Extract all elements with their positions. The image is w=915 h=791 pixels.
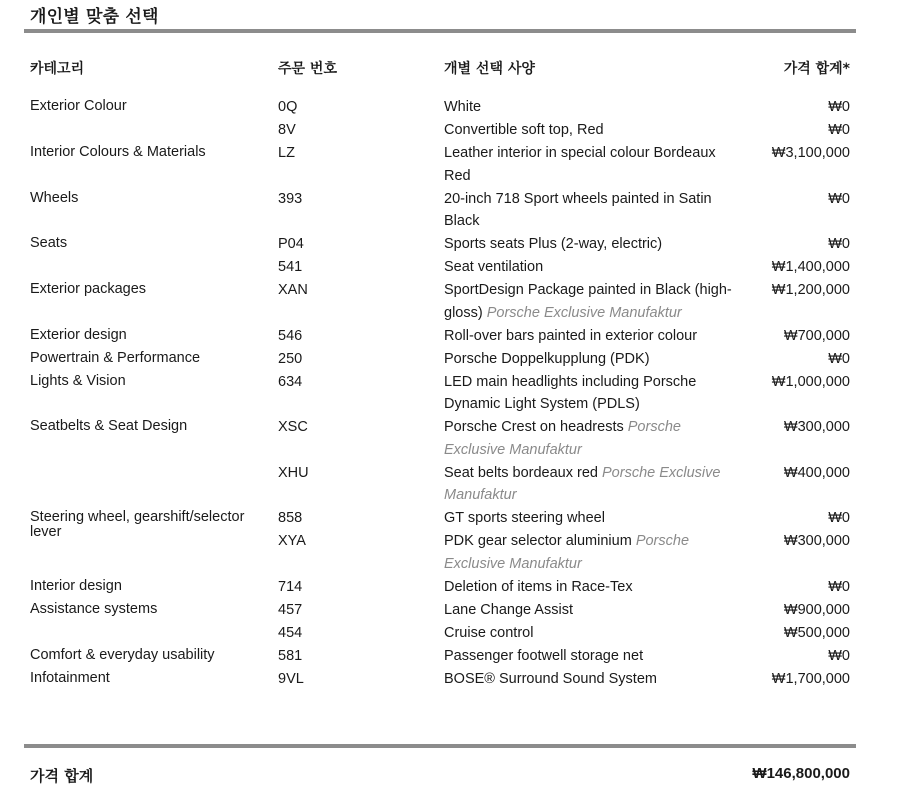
row-category: Seats bbox=[30, 235, 68, 251]
exclusive-manufaktur-note: Porsche Exclusive Manufaktur bbox=[486, 304, 682, 321]
option-text: Seat belts bordeaux red bbox=[444, 464, 598, 481]
row-code: 546 bbox=[278, 327, 303, 344]
row-code: XSC bbox=[278, 419, 308, 435]
options-table bbox=[0, 96, 915, 691]
page-title: 개인별 맞춤 선택 bbox=[30, 7, 159, 27]
row-option bbox=[444, 416, 744, 461]
option-text: Convertible soft top, Red bbox=[444, 122, 604, 138]
row-option bbox=[444, 530, 744, 575]
row-option bbox=[444, 576, 744, 599]
row-option bbox=[444, 371, 744, 416]
row-option bbox=[444, 622, 744, 645]
option-text: Seat ventilation bbox=[444, 259, 544, 275]
row-category bbox=[30, 622, 262, 625]
column-header-option: 개별 선택 사양 bbox=[444, 61, 535, 77]
table-row bbox=[0, 188, 915, 234]
row-code: XAN bbox=[278, 282, 308, 298]
row-price: ₩0 bbox=[828, 578, 850, 595]
table-row bbox=[0, 256, 915, 279]
table-row bbox=[0, 576, 915, 599]
row-option bbox=[444, 462, 744, 507]
row-category: Exterior packages bbox=[30, 281, 147, 297]
table-row bbox=[0, 96, 915, 119]
row-option bbox=[444, 233, 744, 256]
row-option bbox=[444, 599, 744, 622]
row-price: ₩3,100,000 bbox=[771, 145, 850, 161]
table-header bbox=[0, 58, 915, 78]
row-price: ₩0 bbox=[828, 510, 850, 526]
row-category: Wheels bbox=[30, 189, 79, 206]
row-price: ₩0 bbox=[828, 236, 850, 252]
row-price: ₩0 bbox=[828, 99, 850, 115]
row-code: XYA bbox=[278, 533, 306, 549]
option-text: Cruise control bbox=[444, 624, 534, 641]
table-row bbox=[0, 142, 915, 188]
row-category: Powertrain & Performance bbox=[30, 349, 201, 366]
table-row bbox=[0, 462, 915, 508]
bottom-divider bbox=[24, 744, 856, 748]
option-text: Roll-over bars painted in exterior colour bbox=[444, 327, 698, 344]
option-text: Passenger footwell storage net bbox=[444, 647, 644, 664]
option-text: PDK gear selector aluminium bbox=[444, 533, 632, 549]
row-option bbox=[444, 348, 744, 371]
row-option bbox=[444, 142, 744, 187]
row-code: 858 bbox=[278, 510, 303, 526]
row-price: ₩0 bbox=[828, 190, 850, 207]
row-option bbox=[444, 507, 744, 530]
table-row bbox=[0, 371, 915, 417]
table-row bbox=[0, 348, 915, 371]
row-price: ₩1,200,000 bbox=[771, 282, 850, 298]
row-category: Exterior design bbox=[30, 326, 127, 343]
row-code: P04 bbox=[278, 236, 304, 252]
row-code: 393 bbox=[278, 190, 303, 207]
total-value: ₩146,800,000 bbox=[752, 765, 850, 782]
option-text: Deletion of items in Race-Tex bbox=[444, 578, 633, 595]
option-text: Sports seats Plus (2-way, electric) bbox=[444, 236, 663, 252]
row-price: ₩1,000,000 bbox=[771, 373, 850, 390]
total-row bbox=[0, 765, 915, 787]
row-price: ₩1,400,000 bbox=[771, 259, 850, 275]
row-option bbox=[444, 256, 744, 279]
row-category: Interior Colours & Materials bbox=[30, 144, 206, 160]
row-code: 0Q bbox=[278, 99, 298, 115]
option-text: GT sports steering wheel bbox=[444, 510, 605, 526]
row-code: 714 bbox=[278, 578, 303, 595]
row-code: 634 bbox=[278, 373, 303, 390]
row-price: ₩0 bbox=[828, 122, 850, 138]
row-category: Steering wheel, gearshift/selector lever bbox=[30, 509, 245, 540]
row-code: LZ bbox=[278, 145, 295, 161]
row-option bbox=[444, 325, 744, 348]
exclusive-manufaktur-note: Porsche Exclusive Manufaktur bbox=[444, 533, 690, 572]
row-category bbox=[30, 462, 262, 465]
table-row bbox=[0, 668, 915, 691]
row-code: 457 bbox=[278, 601, 303, 618]
table-row bbox=[0, 645, 915, 668]
exclusive-manufaktur-note: Porsche Exclusive Manufaktur bbox=[444, 464, 721, 503]
table-row bbox=[0, 599, 915, 622]
option-text: White bbox=[444, 99, 482, 115]
table-row bbox=[0, 416, 915, 462]
row-option bbox=[444, 279, 744, 324]
table-row bbox=[0, 325, 915, 348]
option-text: 20-inch 718 Sport wheels painted in Satin Black bbox=[444, 190, 712, 229]
row-code: 454 bbox=[278, 624, 303, 641]
row-code: 581 bbox=[278, 647, 303, 664]
row-price: ₩400,000 bbox=[783, 464, 850, 481]
row-option bbox=[444, 96, 744, 119]
table-row bbox=[0, 507, 915, 540]
column-header-price: 가격 합계* bbox=[783, 61, 850, 77]
row-category: Interior design bbox=[30, 577, 122, 594]
row-category bbox=[30, 256, 262, 259]
option-text: Leather interior in special colour Bordeaux Red bbox=[444, 145, 716, 184]
option-text: BOSE® Surround Sound System bbox=[444, 670, 657, 687]
row-price: ₩300,000 bbox=[783, 533, 850, 549]
row-category bbox=[30, 530, 262, 533]
row-option bbox=[444, 668, 744, 691]
option-text: Porsche Crest on headrests bbox=[444, 419, 624, 435]
row-price: ₩0 bbox=[828, 647, 850, 664]
row-code: 250 bbox=[278, 350, 303, 367]
option-text: Lane Change Assist bbox=[444, 601, 573, 618]
row-code: 9VL bbox=[278, 670, 304, 687]
row-price: ₩900,000 bbox=[783, 601, 850, 618]
column-header-category: 카테고리 bbox=[30, 61, 85, 77]
table-row bbox=[0, 233, 915, 256]
option-text: Porsche Doppelkupplung (PDK) bbox=[444, 350, 650, 367]
row-price: ₩1,700,000 bbox=[771, 670, 850, 687]
row-code: 541 bbox=[278, 259, 303, 275]
row-category: Assistance systems bbox=[30, 600, 158, 617]
row-option bbox=[444, 188, 744, 233]
row-category bbox=[30, 119, 262, 122]
table-row bbox=[0, 279, 915, 325]
row-price: ₩700,000 bbox=[783, 327, 850, 344]
row-category: Lights & Vision bbox=[30, 372, 126, 389]
exclusive-manufaktur-note: Porsche Exclusive Manufaktur bbox=[444, 419, 681, 458]
row-category: Exterior Colour bbox=[30, 98, 127, 114]
row-code: 8V bbox=[278, 122, 296, 138]
table-row bbox=[0, 119, 915, 142]
table-row bbox=[0, 622, 915, 645]
table-row bbox=[0, 530, 915, 576]
row-price: ₩500,000 bbox=[783, 624, 850, 641]
option-text: SportDesign Package painted in Black (high-gloss) bbox=[444, 282, 732, 321]
column-header-code: 주문 번호 bbox=[278, 61, 337, 77]
total-label: 가격 합계 bbox=[30, 767, 94, 785]
top-divider bbox=[24, 29, 856, 33]
option-text: LED main headlights including Porsche Dynamic Light System (PDLS) bbox=[444, 373, 697, 412]
row-option bbox=[444, 119, 744, 142]
row-category: Comfort & everyday usability bbox=[30, 646, 215, 663]
row-category: Seatbelts & Seat Design bbox=[30, 418, 188, 434]
row-option bbox=[444, 645, 744, 668]
row-price: ₩300,000 bbox=[783, 419, 850, 435]
row-price: ₩0 bbox=[828, 350, 850, 367]
row-code: XHU bbox=[278, 464, 309, 481]
row-category: Infotainment bbox=[30, 669, 110, 686]
